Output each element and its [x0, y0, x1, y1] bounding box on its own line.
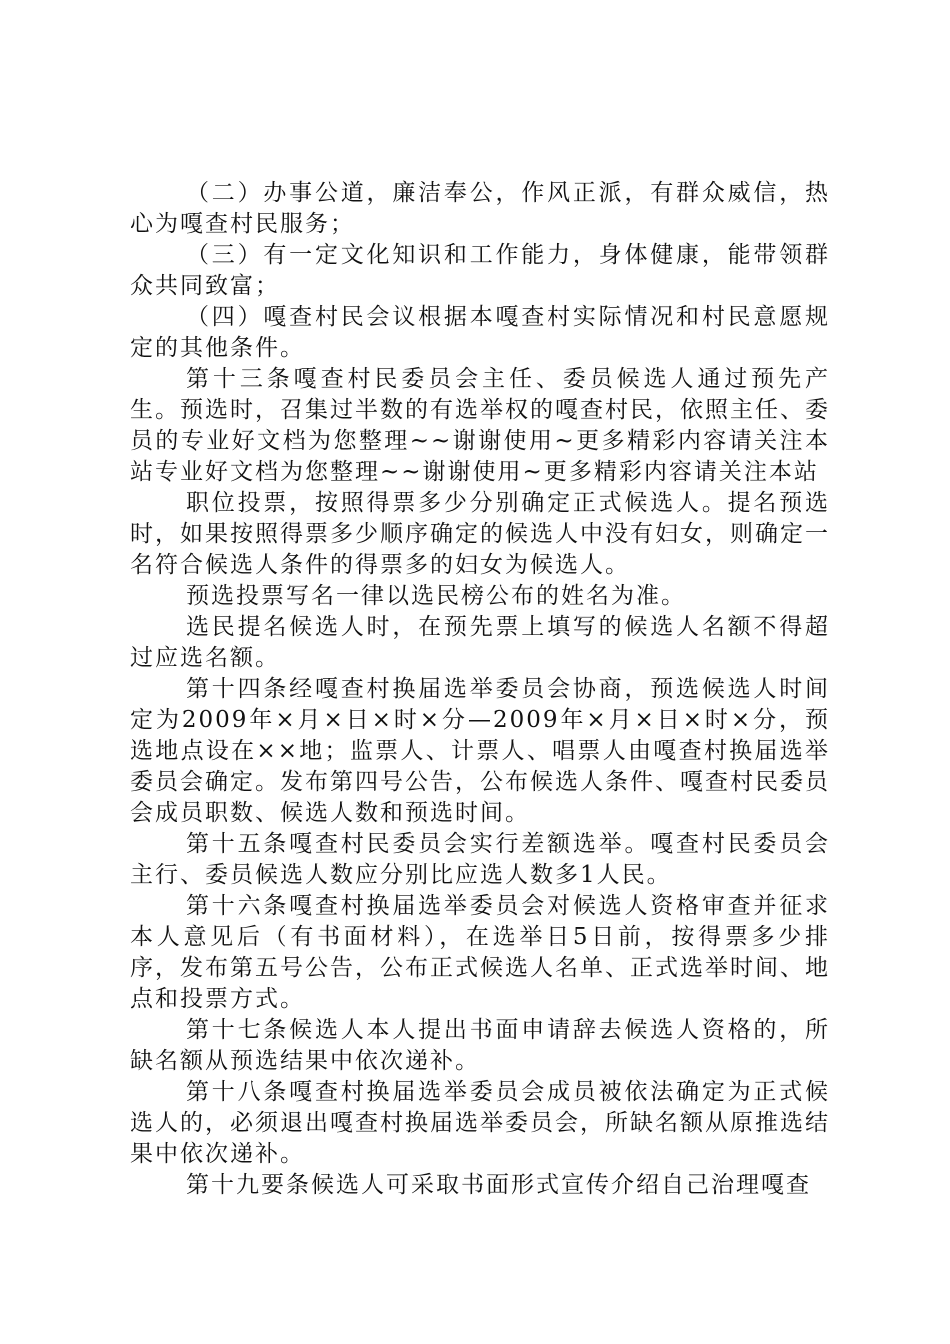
- article-13-paragraph: 第十三条嘎查村民委员会主任、委员候选人通过预先产生。预选时，召集过半数的有选举权的嘎查村民，依照主任、委员的专业好文档为您整理~~谢谢使用~更多精彩内容请关注本站专业好文档为您整理~~谢谢使用~更多精彩内容请关注本站: [130, 366, 830, 485]
- article-15-paragraph: 第十五条嘎查村民委员会实行差额选举。嘎查村民委员会主行、委员候选人数应分别比应选人数多1人民。: [130, 831, 830, 888]
- paragraph-item-4: （四）嘎查村民会议根据本嘎查村实际情况和村民意愿规定的其他条件。: [130, 304, 830, 361]
- position-vote-paragraph: 职位投票，按照得票多少分别确定正式候选人。提名预选时，如果按照得票多少顺序确定的候选人中没有妇女，则确定一名符合候选人条件的得票多的妇女为候选人。: [130, 490, 830, 578]
- nomination-quota-paragraph: 选民提名候选人时，在预先票上填写的候选人名额不得超过应选名额。: [130, 614, 830, 671]
- article-16-paragraph: 第十六条嘎查村换届选举委员会对候选人资格审查并征求本人意见后（有书面材料），在选举日5日前，按得票多少排序，发布第五号公告，公布正式候选人名单、正式选举时间、地点和投票方式。: [130, 893, 830, 1012]
- article-18-paragraph: 第十八条嘎查村换届选举委员会成员被依法确定为正式候选人的，必须退出嘎查村换届选举委员会，所缺名额从原推选结果中依次递补。: [130, 1079, 830, 1167]
- paragraph-item-3: （三）有一定文化知识和工作能力，身体健康，能带领群众共同致富；: [130, 242, 830, 299]
- article-14-paragraph: 第十四条经嘎查村换届选举委员会协商，预选候选人时间定为2009年×月×日×时×分—2009年×月×日×时×分，预选地点设在××地；监票人、计票人、唱票人由嘎查村换届选举委员会确定。发布第四号公告，公布候选人条件、嘎查村民委员会成员职数、候选人数和预选时间。: [130, 676, 830, 826]
- article-19-paragraph: 第十九要条候选人可采取书面形式宣传介绍自己治理嘎查: [186, 1172, 811, 1198]
- ballot-name-paragraph: 预选投票写名一律以选民榜公布的姓名为准。: [186, 583, 686, 609]
- document-body: [130, 178, 830, 1201]
- article-17-paragraph: 第十七条候选人本人提出书面申请辞去候选人资格的，所缺名额从预选结果中依次递补。: [130, 1017, 830, 1074]
- paragraph-item-2: （二）办事公道，廉洁奉公，作风正派，有群众威信，热心为嘎查村民服务；: [130, 180, 830, 237]
